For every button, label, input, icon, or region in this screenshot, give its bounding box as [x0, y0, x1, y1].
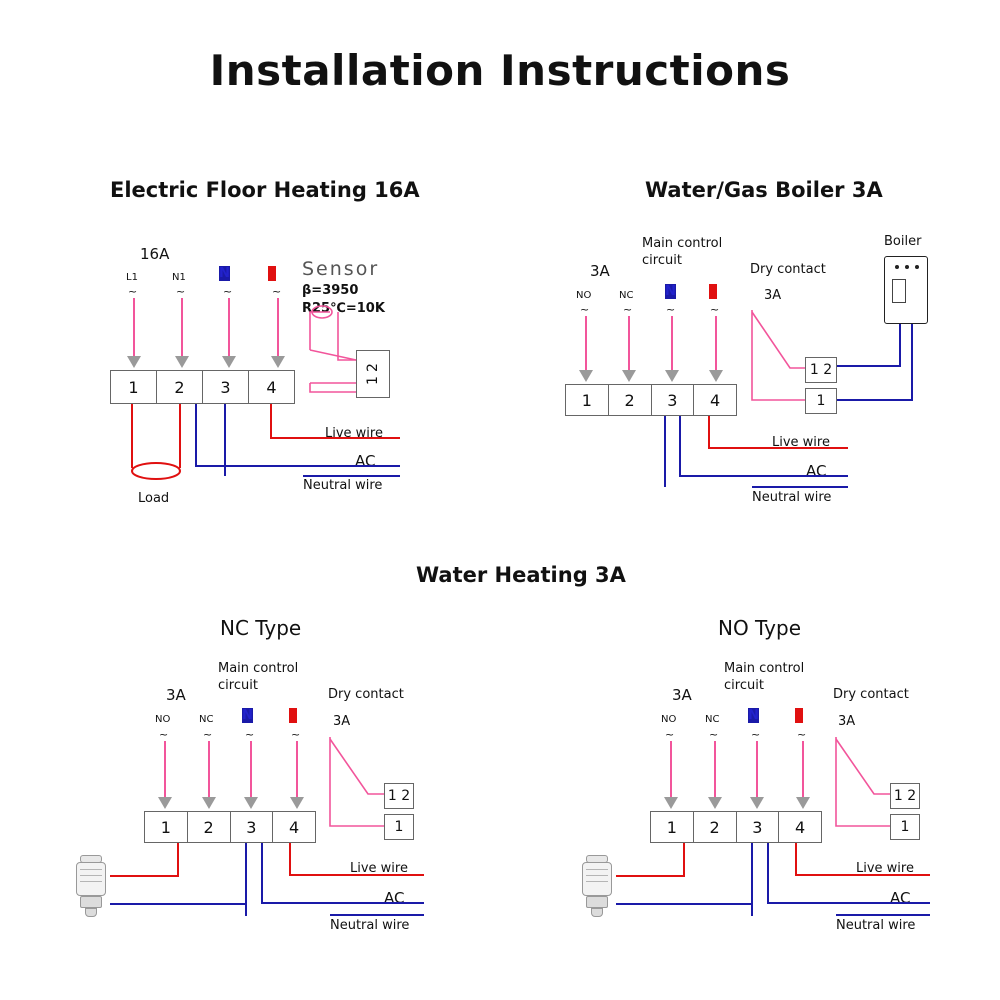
electric-pin-l: L — [268, 266, 277, 281]
no-tilde-3: ~ — [751, 728, 761, 741]
no-actuator-line-2 — [586, 875, 608, 876]
sensor-beta: β=3950 — [302, 283, 359, 298]
no-relay-box-top — [890, 783, 920, 809]
nc-tilde-2: ~ — [203, 728, 213, 741]
boiler-lead-1 — [585, 316, 587, 370]
no-relay-pin-bottom: 1 — [900, 819, 910, 835]
no-live-wire-label: Live wire — [856, 861, 914, 876]
nc-tilde-1: ~ — [159, 728, 169, 741]
electric-current-label: 16A — [140, 245, 170, 263]
electric-arrow-4 — [271, 356, 285, 368]
page-title: Installation Instructions — [209, 46, 791, 95]
nc-relay-pin-2: 2 — [401, 788, 411, 804]
boiler-current-label: 3A — [590, 262, 610, 280]
nc-terminal-3: 3 — [231, 812, 274, 842]
boiler-ac-label: AC — [806, 462, 827, 480]
no-lead-3 — [756, 741, 758, 797]
electric-terminal-2: 2 — [157, 371, 203, 403]
nc-relay-pin-bottom: 1 — [394, 819, 404, 835]
nc-actuator-live — [110, 843, 178, 876]
nc-terminal-1: 1 — [145, 812, 188, 842]
no-pin-nc: NC — [705, 714, 720, 725]
boiler-relay-pin-1: 1 — [809, 362, 819, 378]
sensor-relay-pin-2: 2 — [365, 362, 381, 372]
no-actuator-base — [586, 896, 608, 908]
boiler-tilde-3: ~ — [666, 303, 676, 316]
no-dry-contact-wiring — [836, 737, 890, 826]
electric-load-wiring — [132, 404, 180, 479]
subsection-title-nc: NC Type — [220, 616, 302, 640]
boiler-terminal-4: 4 — [710, 390, 721, 410]
no-relay-pins-top — [891, 784, 919, 808]
electric-tilde-4: ~ — [272, 285, 282, 298]
no-pin-no: NO — [661, 714, 677, 725]
boiler-main-control-line1: Main control — [642, 236, 723, 251]
no-terminal-1: 1 — [651, 812, 694, 842]
no-arrow-3 — [750, 797, 764, 809]
nc-terminal-4: 4 — [289, 817, 300, 837]
sensor-title: Sensor — [302, 258, 380, 280]
electric-lead-3 — [228, 298, 230, 356]
boiler-dot-1 — [895, 265, 899, 269]
section-title-boiler: Water/Gas Boiler 3A — [645, 178, 883, 202]
no-arrow-4 — [796, 797, 810, 809]
subsection-title-no: NO Type — [718, 616, 801, 640]
nc-dry-contact-label: Dry contact — [328, 687, 404, 702]
boiler-dot-2 — [905, 265, 909, 269]
boiler-dry-contact-current: 3A — [764, 288, 782, 303]
boiler-live-wire — [709, 416, 772, 448]
boiler-dot-3 — [915, 265, 919, 269]
no-lead-2 — [714, 741, 716, 797]
electric-tilde-1: ~ — [128, 285, 138, 298]
nc-main-control-line2: circuit — [218, 678, 258, 693]
no-ac-label: AC — [890, 889, 911, 907]
nc-pin-nc: NC — [199, 714, 214, 725]
boiler-lead-2 — [628, 316, 630, 370]
boiler-arrow-2 — [622, 370, 636, 382]
nc-lead-1 — [164, 741, 166, 797]
boiler-live-wire-label: Live wire — [772, 435, 830, 450]
no-live-wire — [796, 843, 856, 875]
nc-live-wire-label: Live wire — [350, 861, 408, 876]
boiler-arrow-3 — [665, 370, 679, 382]
section-title-water-heating: Water Heating 3A — [416, 563, 626, 587]
electric-live-wire-label: Live wire — [325, 426, 383, 441]
nc-pin-no: NO — [155, 714, 171, 725]
electric-ac-label: AC — [355, 452, 376, 470]
no-tilde-4: ~ — [797, 728, 807, 741]
boiler-device-label: Boiler — [884, 234, 922, 249]
nc-dry-contact-wiring — [330, 737, 384, 826]
sensor-relay-pin-1: 1 — [365, 376, 381, 386]
electric-terminal-4: 4 — [266, 377, 277, 397]
no-arrow-1 — [664, 797, 678, 809]
boiler-pin-no: NO — [576, 290, 592, 301]
electric-tilde-2: ~ — [176, 285, 186, 298]
no-actuator-line-3 — [586, 881, 608, 882]
no-actuator-body — [582, 862, 612, 896]
boiler-dry-contact-wiring — [752, 310, 805, 400]
boiler-terminal-block — [565, 384, 737, 416]
no-dry-contact-current: 3A — [838, 714, 856, 729]
nc-main-control-line1: Main control — [218, 661, 299, 676]
boiler-tilde-4: ~ — [710, 303, 720, 316]
electric-pin-n1: N1 — [172, 272, 186, 283]
no-actuator-stem — [591, 908, 603, 917]
electric-lead-1 — [133, 298, 135, 356]
sensor-r25: R25℃=10K — [302, 301, 385, 316]
no-terminal-block — [650, 811, 822, 843]
boiler-tilde-2: ~ — [623, 303, 633, 316]
nc-neutral-wire-label: Neutral wire — [330, 918, 410, 933]
nc-live-wire — [290, 843, 350, 875]
boiler-terminal-2: 2 — [609, 385, 652, 415]
nc-arrow-1 — [158, 797, 172, 809]
electric-live-wire — [271, 404, 325, 438]
nc-actuator-line-2 — [80, 875, 102, 876]
nc-actuator-body — [76, 862, 106, 896]
boiler-terminal-1: 1 — [566, 385, 609, 415]
nc-actuator-line-3 — [80, 881, 102, 882]
electric-arrow-2 — [175, 356, 189, 368]
nc-actuator-line-1 — [80, 869, 102, 870]
nc-relay-pins-top — [385, 784, 413, 808]
boiler-relay-box-bottom — [805, 388, 837, 414]
electric-tilde-3: ~ — [223, 285, 233, 298]
nc-current-label: 3A — [166, 686, 186, 704]
nc-arrow-3 — [244, 797, 258, 809]
nc-pin-n: N — [242, 708, 253, 723]
boiler-relay-pins-top — [806, 358, 836, 382]
nc-ac-label: AC — [384, 889, 405, 907]
nc-relay-box-top — [384, 783, 414, 809]
nc-tilde-3: ~ — [245, 728, 255, 741]
electric-terminal-1: 1 — [111, 371, 157, 403]
no-ac-wire — [768, 843, 862, 903]
nc-lead-2 — [208, 741, 210, 797]
no-arrow-2 — [708, 797, 722, 809]
no-current-label: 3A — [672, 686, 692, 704]
nc-lead-4 — [296, 741, 298, 797]
nc-arrow-4 — [290, 797, 304, 809]
sensor-relay-box — [356, 350, 390, 398]
boiler-dry-contact-label: Dry contact — [750, 262, 826, 277]
no-main-control-line1: Main control — [724, 661, 805, 676]
nc-relay-pin-1: 1 — [387, 788, 397, 804]
boiler-tilde-1: ~ — [580, 303, 590, 316]
no-terminal-3: 3 — [737, 812, 780, 842]
no-neutral-wire-label: Neutral wire — [836, 918, 916, 933]
boiler-device — [884, 256, 928, 324]
electric-arrow-3 — [222, 356, 236, 368]
no-lead-4 — [802, 741, 804, 797]
boiler-arrow-1 — [579, 370, 593, 382]
boiler-ac-wire — [680, 416, 780, 476]
electric-pin-n: N — [219, 266, 230, 281]
section-title-electric: Electric Floor Heating 16A — [110, 178, 420, 202]
electric-terminal-3: 3 — [203, 371, 249, 403]
electric-lead-2 — [181, 298, 183, 356]
sensor-relay-pins — [357, 351, 389, 397]
nc-actuator-base — [80, 896, 102, 908]
no-tilde-1: ~ — [665, 728, 675, 741]
nc-pin-l: L — [289, 708, 298, 723]
nc-tilde-4: ~ — [291, 728, 301, 741]
no-terminal-2: 2 — [694, 812, 737, 842]
no-relay-box-bottom — [890, 814, 920, 840]
sensor-wiring — [310, 306, 356, 392]
nc-arrow-2 — [202, 797, 216, 809]
electric-pin-l1: L1 — [126, 272, 138, 283]
boiler-relay-pin-bottom: 1 — [816, 393, 826, 409]
nc-relay-box-bottom — [384, 814, 414, 840]
nc-actuator-stem — [85, 908, 97, 917]
no-actuator-live — [616, 843, 684, 876]
nc-terminal-2: 2 — [188, 812, 231, 842]
no-relay-pin-2: 2 — [907, 788, 917, 804]
boiler-terminal-3: 3 — [652, 385, 695, 415]
electric-load-label: Load — [138, 491, 170, 506]
nc-actuator — [70, 855, 114, 921]
boiler-main-control-line2: circuit — [642, 253, 682, 268]
nc-lead-3 — [250, 741, 252, 797]
no-relay-pin-1: 1 — [893, 788, 903, 804]
boiler-neutral-wire-label: Neutral wire — [752, 490, 832, 505]
nc-ac-wire — [262, 843, 356, 903]
boiler-window — [892, 279, 906, 303]
boiler-lead-4 — [715, 316, 717, 370]
no-actuator — [576, 855, 620, 921]
boiler-device-wiring — [837, 324, 912, 400]
no-actuator-line-1 — [586, 869, 608, 870]
no-dry-contact-label: Dry contact — [833, 687, 909, 702]
nc-terminal-block — [144, 811, 316, 843]
no-tilde-2: ~ — [709, 728, 719, 741]
no-pin-l: L — [795, 708, 804, 723]
boiler-pin-n: N — [665, 284, 676, 299]
no-lead-1 — [670, 741, 672, 797]
no-pin-n: N — [748, 708, 759, 723]
boiler-arrow-4 — [709, 370, 723, 382]
no-terminal-4: 4 — [795, 817, 806, 837]
electric-arrow-1 — [127, 356, 141, 368]
boiler-pin-l: L — [709, 284, 718, 299]
electric-neutral-wire-label: Neutral wire — [303, 478, 383, 493]
boiler-relay-box-top — [805, 357, 837, 383]
boiler-lead-3 — [671, 316, 673, 370]
electric-lead-4 — [277, 298, 279, 356]
boiler-pin-nc: NC — [619, 290, 634, 301]
electric-ac-wire — [196, 404, 330, 466]
boiler-relay-pin-2: 2 — [823, 362, 833, 378]
no-main-control-line2: circuit — [724, 678, 764, 693]
electric-terminal-block — [110, 370, 295, 404]
nc-dry-contact-current: 3A — [333, 714, 351, 729]
